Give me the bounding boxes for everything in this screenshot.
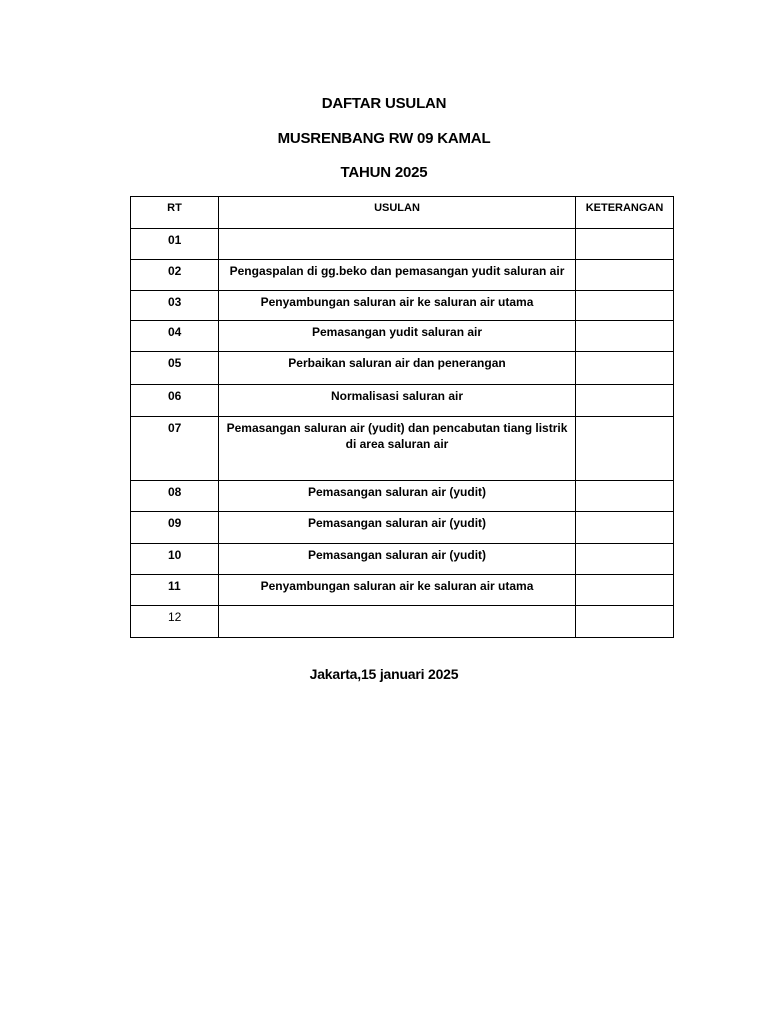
table-row xyxy=(131,575,674,606)
table-row xyxy=(131,229,674,260)
table-row xyxy=(131,512,674,544)
keterangan-cell xyxy=(576,606,674,638)
usulan-cell: Normalisasi saluran air xyxy=(219,385,576,417)
usulan-cell: Penyambungan saluran air ke saluran air utama xyxy=(219,291,576,321)
table-header-row xyxy=(131,197,674,229)
rt-cell: 06 xyxy=(131,385,219,417)
table-row xyxy=(131,544,674,575)
table-row xyxy=(131,417,674,481)
rt-cell: 11 xyxy=(131,575,219,606)
table-row xyxy=(131,321,674,352)
keterangan-cell xyxy=(576,512,674,544)
keterangan-cell xyxy=(576,229,674,260)
rt-cell: 07 xyxy=(131,417,219,481)
rt-cell: 08 xyxy=(131,481,219,512)
usulan-cell: Pemasangan saluran air (yudit) xyxy=(219,481,576,512)
keterangan-cell xyxy=(576,352,674,385)
table-row xyxy=(131,606,674,638)
usulan-cell: Pengaspalan di gg.beko dan pemasangan yudit saluran air xyxy=(219,260,576,291)
usulan-cell: Perbaikan saluran air dan penerangan xyxy=(219,352,576,385)
keterangan-cell xyxy=(576,260,674,291)
keterangan-cell xyxy=(576,321,674,352)
document-title: DAFTAR USULAN xyxy=(321,95,447,112)
keterangan-cell xyxy=(576,417,674,481)
column-header-usulan: USULAN xyxy=(219,197,576,229)
rt-cell: 03 xyxy=(131,291,219,321)
rt-cell: 02 xyxy=(131,260,219,291)
table-row xyxy=(131,352,674,385)
keterangan-cell xyxy=(576,385,674,417)
keterangan-cell xyxy=(576,544,674,575)
usulan-cell: Pemasangan saluran air (yudit) dan pencabutan tiang listrik di area saluran air xyxy=(219,417,576,481)
table-row xyxy=(131,291,674,321)
rt-cell: 04 xyxy=(131,321,219,352)
place-date: Jakarta,15 januari 2025 xyxy=(309,666,459,682)
keterangan-cell xyxy=(576,291,674,321)
table-row xyxy=(131,260,674,291)
rt-cell: 01 xyxy=(131,229,219,260)
rt-cell: 10 xyxy=(131,544,219,575)
column-header-keterangan: KETERANGAN xyxy=(576,197,674,229)
usulan-cell xyxy=(219,606,576,638)
usulan-cell: Pemasangan saluran air (yudit) xyxy=(219,544,576,575)
document-subtitle: MUSRENBANG RW 09 KAMAL xyxy=(277,130,491,147)
rt-cell: 05 xyxy=(131,352,219,385)
usulan-cell xyxy=(219,229,576,260)
usulan-cell: Pemasangan saluran air (yudit) xyxy=(219,512,576,544)
table-row xyxy=(131,481,674,512)
usulan-cell: Pemasangan yudit saluran air xyxy=(219,321,576,352)
keterangan-cell xyxy=(576,481,674,512)
rt-cell: 12 xyxy=(131,606,219,638)
document-year: TAHUN 2025 xyxy=(340,164,428,181)
rt-cell: 09 xyxy=(131,512,219,544)
usulan-cell: Penyambungan saluran air ke saluran air utama xyxy=(219,575,576,606)
proposal-table xyxy=(130,196,674,638)
keterangan-cell xyxy=(576,575,674,606)
column-header-rt: RT xyxy=(131,197,219,229)
table-row xyxy=(131,385,674,417)
